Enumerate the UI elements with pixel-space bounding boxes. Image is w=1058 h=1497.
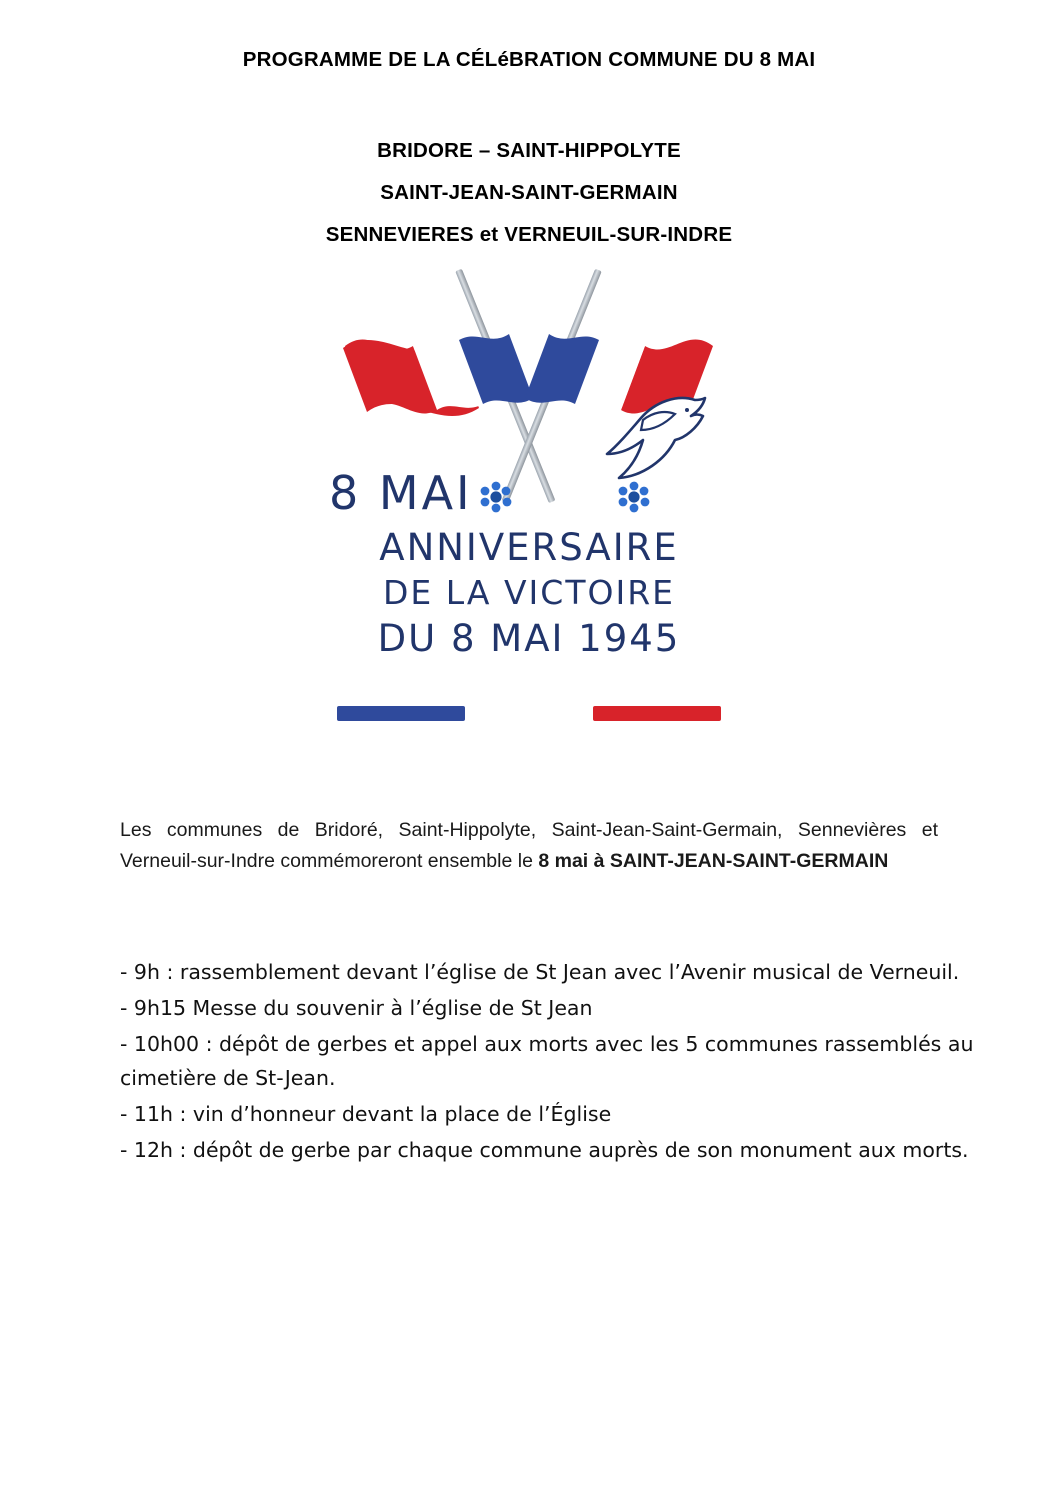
cornflower-icon-right xyxy=(617,480,651,519)
subtitle-line-3: SENNEVIERES et VERNEUIL-SUR-INDRE xyxy=(325,223,733,246)
schedule-item: - 11h : vin d’honneur devant la place de l’Église xyxy=(120,1102,612,1126)
schedule-item: - 9h : rassemblement devant l’église de St Jean avec l’Avenir musical de Verneuil. xyxy=(120,960,960,984)
emblem-line-3: DU 8 MAI 1945 xyxy=(377,617,681,660)
emblem-line-2: DE LA VICTOIRE xyxy=(383,573,675,612)
anniversary-emblem xyxy=(0,288,1058,748)
emblem-heading: 8 MAI xyxy=(329,466,473,520)
schedule-list xyxy=(120,955,980,1169)
cornflower-icon-left xyxy=(479,480,513,519)
subtitle-line-2: SAINT-JEAN-SAINT-GERMAIN xyxy=(380,181,678,204)
tricolor-stripes xyxy=(337,706,721,721)
emblem-text-block xyxy=(319,526,739,662)
schedule-item: - 12h : dépôt de gerbe par chaque commune auprès de son monument aux morts. xyxy=(120,1138,969,1162)
stripe-blue xyxy=(337,706,465,721)
schedule-item: - 9h15 Messe du souvenir à l’église de St Jean xyxy=(120,996,593,1020)
communes-subtitle xyxy=(0,130,1058,256)
subtitle-line-1: BRIDORE – SAINT-HIPPOLYTE xyxy=(377,139,681,162)
intro-bold-text: 8 mai à SAINT-JEAN-SAINT-GERMAIN xyxy=(538,850,889,872)
page-title: PROGRAMME DE LA CÉLéBRATION COMMUNE DU 8 MAI xyxy=(242,48,816,71)
emblem-line-1: ANNIVERSAIRE xyxy=(379,526,679,569)
schedule-item: - 10h00 : dépôt de gerbes et appel aux morts avec les 5 communes rassemblés au cimetière de St-Jean. xyxy=(120,1032,974,1090)
intro-paragraph xyxy=(120,815,938,877)
intro-text: Les communes de Bridoré, Saint-Hippolyte, Saint-Jean-Saint-Germain, Sennevières et Verneuil-sur-Indre commémoreront ensemble le xyxy=(120,819,938,872)
stripe-red xyxy=(593,706,721,721)
stripe-white xyxy=(465,706,593,721)
